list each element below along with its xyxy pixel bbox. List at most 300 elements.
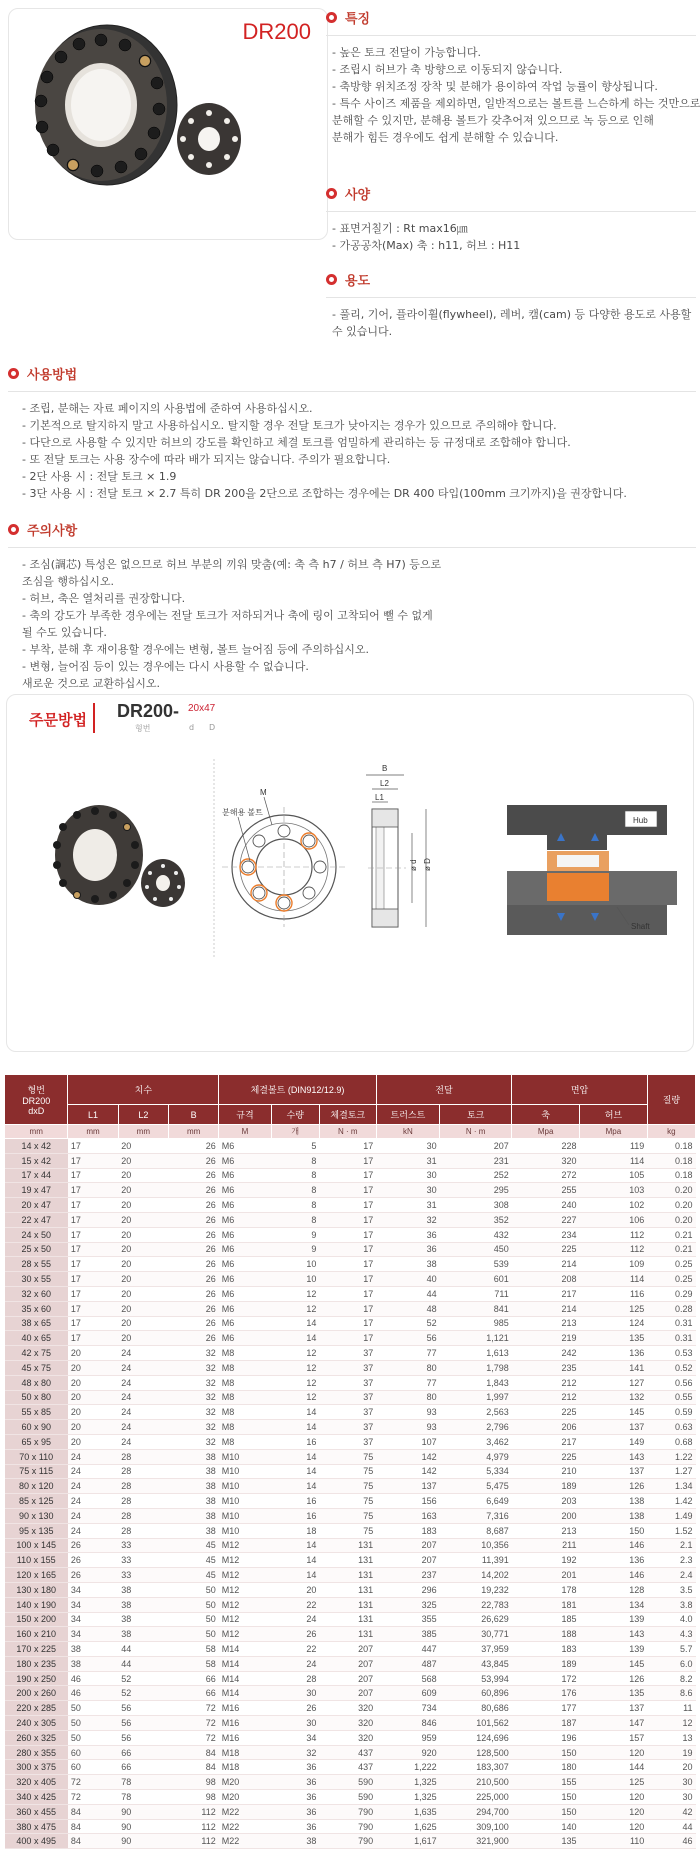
table-cell: 66: [118, 1745, 168, 1760]
table-cell: 32: [168, 1346, 218, 1361]
table-cell: 22: [271, 1597, 319, 1612]
table-row: [5, 1627, 696, 1642]
table-cell: 37: [319, 1360, 376, 1375]
table-cell: 9: [271, 1227, 319, 1242]
table-cell: 17: [319, 1227, 376, 1242]
table-cell: 66: [168, 1686, 218, 1701]
table-cell: 252: [440, 1168, 512, 1183]
table-cell: M18: [219, 1760, 271, 1775]
table-cell: 33: [118, 1538, 168, 1553]
cell-model: 55 x 85: [5, 1405, 68, 1420]
table-cell: 5,334: [440, 1464, 512, 1479]
table-cell: 20: [118, 1242, 168, 1257]
table-cell: 30: [271, 1716, 319, 1731]
table-cell: M22: [219, 1834, 271, 1849]
table-cell: 90: [118, 1819, 168, 1834]
table-cell: 320: [319, 1730, 376, 1745]
table-cell: 14: [271, 1449, 319, 1464]
table-cell: M8: [219, 1346, 271, 1361]
table-cell: M12: [219, 1582, 271, 1597]
table-cell: 75: [319, 1479, 376, 1494]
cell-model: 70 x 110: [5, 1449, 68, 1464]
usage-section: [326, 270, 696, 340]
table-cell: M10: [219, 1523, 271, 1538]
table-cell: M8: [219, 1375, 271, 1390]
table-cell: 601: [440, 1272, 512, 1287]
table-cell: 32: [168, 1390, 218, 1405]
table-cell: 30: [376, 1139, 439, 1154]
table-cell: M16: [219, 1730, 271, 1745]
table-cell: 134: [580, 1597, 648, 1612]
table-cell: 24: [271, 1656, 319, 1671]
table-cell: 0.31: [647, 1316, 695, 1331]
table-cell: 32: [376, 1212, 439, 1227]
table-cell: 320: [319, 1701, 376, 1716]
table-cell: M6: [219, 1139, 271, 1154]
table-cell: 225: [512, 1242, 580, 1257]
table-cell: M6: [219, 1316, 271, 1331]
table-cell: 235: [512, 1360, 580, 1375]
table-cell: M8: [219, 1405, 271, 1420]
table-cell: 34: [68, 1597, 118, 1612]
cell-model: 360 x 455: [5, 1804, 68, 1819]
table-cell: 50: [68, 1730, 118, 1745]
table-cell: 12: [271, 1346, 319, 1361]
table-cell: 26: [168, 1331, 218, 1346]
table-cell: 20: [118, 1168, 168, 1183]
table-cell: 0.29: [647, 1286, 695, 1301]
table-cell: M12: [219, 1627, 271, 1642]
table-cell: 450: [440, 1242, 512, 1257]
table-cell: 17: [68, 1153, 118, 1168]
table-cell: 114: [580, 1153, 648, 1168]
table-cell: 131: [319, 1627, 376, 1642]
cell-model: 19 x 47: [5, 1183, 68, 1198]
table-cell: 77: [376, 1375, 439, 1390]
table-cell: 136: [580, 1553, 648, 1568]
table-cell: 19: [647, 1745, 695, 1760]
table-cell: 183: [512, 1642, 580, 1657]
table-cell: 1,222: [376, 1760, 439, 1775]
table-row: [5, 1642, 696, 1657]
table-cell: M20: [219, 1790, 271, 1805]
table-cell: 14: [271, 1464, 319, 1479]
table-cell: 24: [271, 1612, 319, 1627]
how-to-use-list: - 조립, 분해는 자료 페이지의 사용법에 준하여 사용하십시오. - 기본적으로 탈지하지 말고 사용하십시오. 탈지할 경우 전달 토크가 낮아지는 경우가 있으므로 주의해야 합니다. - 다단으로 사용할 수 있지만 허브의 강도를 확인하고 체결 토크를 엄밀하게 관리하는 등 규정대로 조합해야 합니다. - 또 전달 토크는 사용 장수에 따라 배가 되지는 않습니다. 주의가 필요합니다. - 2단 사용 시 : 전달 토크 × 1.9 - 3단 사용 시 : 전달 토크 × 2.7 특히 DR 200을 2단으로 조합하는 경우에는 DR 400 타입(100mm 크기까지)을 권장합니다.: [22, 402, 627, 500]
table-row: [5, 1272, 696, 1287]
table-cell: 790: [319, 1804, 376, 1819]
table-cell: 38: [168, 1449, 218, 1464]
table-cell: 0.68: [647, 1434, 695, 1449]
table-cell: 112: [168, 1819, 218, 1834]
table-cell: 20: [68, 1346, 118, 1361]
cell-model: 14 x 42: [5, 1139, 68, 1154]
table-cell: M20: [219, 1775, 271, 1790]
table-cell: 32: [168, 1434, 218, 1449]
table-cell: 58: [168, 1656, 218, 1671]
cell-model: 85 x 125: [5, 1494, 68, 1509]
usage-heading: 용도: [326, 270, 696, 289]
table-cell: 127: [580, 1375, 648, 1390]
table-cell: 24: [68, 1479, 118, 1494]
table-cell: 26: [168, 1316, 218, 1331]
table-cell: 20: [118, 1153, 168, 1168]
table-cell: 185: [512, 1612, 580, 1627]
table-cell: 17: [319, 1257, 376, 1272]
table-cell: 1.42: [647, 1494, 695, 1509]
table-cell: 38: [168, 1464, 218, 1479]
table-cell: 12: [271, 1301, 319, 1316]
table-row: [5, 1775, 696, 1790]
table-cell: 105: [580, 1168, 648, 1183]
cautions-heading: 주의사항: [8, 520, 696, 539]
table-row: [5, 1212, 696, 1227]
order-product-image: [47, 795, 217, 935]
table-cell: 32: [271, 1745, 319, 1760]
table-cell: M8: [219, 1360, 271, 1375]
table-cell: 66: [118, 1760, 168, 1775]
table-cell: 26: [168, 1168, 218, 1183]
table-cell: 120: [580, 1745, 648, 1760]
table-cell: 237: [376, 1568, 439, 1583]
table-cell: 1,613: [440, 1346, 512, 1361]
table-row: [5, 1701, 696, 1716]
cell-model: 35 x 60: [5, 1301, 68, 1316]
table-cell: 78: [118, 1775, 168, 1790]
cell-model: 120 x 165: [5, 1568, 68, 1583]
cell-model: 60 x 90: [5, 1420, 68, 1435]
table-cell: 1.27: [647, 1464, 695, 1479]
table-cell: 207: [440, 1139, 512, 1154]
table-cell: 135: [580, 1686, 648, 1701]
cell-model: 15 x 42: [5, 1153, 68, 1168]
table-cell: 78: [118, 1790, 168, 1805]
table-cell: M10: [219, 1508, 271, 1523]
cell-model: 95 x 135: [5, 1523, 68, 1538]
table-cell: 26: [168, 1183, 218, 1198]
cell-model: 25 x 50: [5, 1242, 68, 1257]
table-cell: 24: [68, 1464, 118, 1479]
table-row: [5, 1227, 696, 1242]
dimension-drawing: [212, 757, 472, 967]
table-cell: 34: [68, 1612, 118, 1627]
table-cell: 112: [580, 1242, 648, 1257]
table-header-columns: L1 L2 B 규격 수량 체결토크 트러스트 토크 축 허브: [5, 1105, 696, 1125]
table-cell: M10: [219, 1464, 271, 1479]
label-shaft: Shaft: [631, 922, 650, 931]
table-cell: 11,391: [440, 1553, 512, 1568]
th-transmission: 전달: [376, 1075, 512, 1105]
table-cell: 0.18: [647, 1139, 695, 1154]
cell-model: 100 x 145: [5, 1538, 68, 1553]
table-row: [5, 1183, 696, 1198]
table-cell: 98: [168, 1790, 218, 1805]
cell-model: 110 x 155: [5, 1553, 68, 1568]
table-cell: 36: [376, 1242, 439, 1257]
table-cell: 26: [168, 1257, 218, 1272]
table-cell: 38: [118, 1597, 168, 1612]
table-cell: 17: [319, 1198, 376, 1213]
table-cell: 26: [68, 1538, 118, 1553]
table-cell: 155: [512, 1775, 580, 1790]
table-cell: 28: [118, 1464, 168, 1479]
table-cell: 26: [168, 1242, 218, 1257]
cell-model: 24 x 50: [5, 1227, 68, 1242]
table-cell: 17: [68, 1301, 118, 1316]
table-cell: 187: [512, 1716, 580, 1731]
table-cell: 120: [580, 1804, 648, 1819]
cell-model: 150 x 200: [5, 1612, 68, 1627]
table-cell: 36: [376, 1227, 439, 1242]
table-row: [5, 1346, 696, 1361]
table-cell: 66: [168, 1671, 218, 1686]
table-cell: 8.6: [647, 1686, 695, 1701]
features-heading: 특징: [326, 8, 696, 27]
table-row: [5, 1434, 696, 1449]
table-cell: 10: [271, 1272, 319, 1287]
table-cell: 157: [580, 1730, 648, 1745]
table-cell: 3.8: [647, 1597, 695, 1612]
table-cell: 214: [512, 1257, 580, 1272]
table-cell: 38: [118, 1627, 168, 1642]
table-cell: 37: [319, 1375, 376, 1390]
table-cell: 75: [319, 1523, 376, 1538]
table-cell: 17: [68, 1227, 118, 1242]
cell-model: 260 x 325: [5, 1730, 68, 1745]
table-cell: 24: [68, 1508, 118, 1523]
table-row: [5, 1612, 696, 1627]
table-cell: 6.0: [647, 1656, 695, 1671]
table-cell: 44: [118, 1642, 168, 1657]
table-cell: 0.20: [647, 1198, 695, 1213]
table-cell: 321,900: [440, 1834, 512, 1849]
table-cell: 32: [168, 1420, 218, 1435]
table-cell: 101,562: [440, 1716, 512, 1731]
table-cell: 38: [168, 1508, 218, 1523]
table-cell: 17: [319, 1316, 376, 1331]
table-row: [5, 1686, 696, 1701]
table-cell: 102: [580, 1198, 648, 1213]
table-cell: 56: [118, 1730, 168, 1745]
table-cell: 138: [580, 1494, 648, 1509]
table-cell: 0.25: [647, 1272, 695, 1287]
table-cell: 20: [118, 1272, 168, 1287]
cell-model: 28 x 55: [5, 1257, 68, 1272]
table-cell: 447: [376, 1642, 439, 1657]
table-cell: 212: [512, 1375, 580, 1390]
table-cell: 242: [512, 1346, 580, 1361]
table-cell: 84: [168, 1745, 218, 1760]
table-cell: 189: [512, 1656, 580, 1671]
cell-model: 30 x 55: [5, 1272, 68, 1287]
table-cell: 217: [512, 1286, 580, 1301]
table-cell: 225: [512, 1449, 580, 1464]
table-cell: 385: [376, 1627, 439, 1642]
table-row: [5, 1597, 696, 1612]
cell-model: 50 x 80: [5, 1390, 68, 1405]
table-row: [5, 1198, 696, 1213]
table-cell: 308: [440, 1198, 512, 1213]
table-row: [5, 1242, 696, 1257]
table-cell: 228: [512, 1139, 580, 1154]
table-cell: 207: [376, 1553, 439, 1568]
table-cell: 180: [512, 1760, 580, 1775]
label-b: B: [382, 764, 388, 773]
table-cell: 26: [168, 1153, 218, 1168]
table-cell: 30: [647, 1775, 695, 1790]
table-cell: 20: [271, 1582, 319, 1597]
th-bolt: 체결볼트 (DIN912/12.9): [219, 1075, 376, 1105]
table-cell: 28: [118, 1508, 168, 1523]
table-cell: 203: [512, 1494, 580, 1509]
table-cell: 234: [512, 1227, 580, 1242]
table-cell: M14: [219, 1686, 271, 1701]
table-row: [5, 1494, 696, 1509]
table-cell: 50: [68, 1716, 118, 1731]
cell-model: 38 x 65: [5, 1316, 68, 1331]
table-cell: 609: [376, 1686, 439, 1701]
cell-model: 400 x 495: [5, 1834, 68, 1849]
table-cell: 183: [376, 1523, 439, 1538]
table-cell: 30: [376, 1168, 439, 1183]
table-cell: 20: [118, 1212, 168, 1227]
table-cell: 2.1: [647, 1538, 695, 1553]
table-row: [5, 1449, 696, 1464]
table-cell: 30: [271, 1686, 319, 1701]
table-cell: 132: [580, 1390, 648, 1405]
table-cell: 72: [68, 1775, 118, 1790]
table-cell: 56: [118, 1716, 168, 1731]
table-cell: 213: [512, 1523, 580, 1538]
th-weight: 질량: [647, 1075, 695, 1125]
table-cell: 131: [319, 1612, 376, 1627]
table-cell: 3.5: [647, 1582, 695, 1597]
table-cell: 32: [168, 1375, 218, 1390]
bullet-icon: [326, 12, 337, 23]
table-cell: 1.52: [647, 1523, 695, 1538]
table-cell: 16: [271, 1508, 319, 1523]
table-cell: M12: [219, 1612, 271, 1627]
table-cell: 145: [580, 1656, 648, 1671]
label-m: M: [260, 788, 267, 797]
table-cell: 2.3: [647, 1553, 695, 1568]
table-cell: 207: [319, 1656, 376, 1671]
table-cell: 16: [271, 1494, 319, 1509]
table-cell: 24: [68, 1494, 118, 1509]
table-row: [5, 1301, 696, 1316]
table-cell: M22: [219, 1819, 271, 1834]
table-cell: 20: [647, 1760, 695, 1775]
table-cell: M6: [219, 1183, 271, 1198]
table-cell: 150: [512, 1790, 580, 1805]
table-cell: 26: [168, 1286, 218, 1301]
table-row: [5, 1316, 696, 1331]
table-cell: 432: [440, 1227, 512, 1242]
table-cell: 26: [168, 1227, 218, 1242]
table-cell: 0.28: [647, 1301, 695, 1316]
table-cell: 17: [319, 1301, 376, 1316]
table-cell: 119: [580, 1139, 648, 1154]
table-cell: 590: [319, 1775, 376, 1790]
table-cell: 210: [512, 1464, 580, 1479]
table-cell: 0.55: [647, 1390, 695, 1405]
table-cell: 196: [512, 1730, 580, 1745]
table-cell: 52: [376, 1316, 439, 1331]
table-cell: 72: [168, 1716, 218, 1731]
table-cell: 26: [168, 1272, 218, 1287]
table-cell: 131: [319, 1538, 376, 1553]
table-cell: 200: [512, 1508, 580, 1523]
th-pressure: 면압: [512, 1075, 648, 1105]
table-cell: 137: [580, 1701, 648, 1716]
table-cell: 0.53: [647, 1346, 695, 1361]
table-cell: 17: [68, 1257, 118, 1272]
table-cell: 90: [118, 1804, 168, 1819]
table-cell: 72: [168, 1701, 218, 1716]
cell-model: 42 x 75: [5, 1346, 68, 1361]
table-cell: 24: [118, 1390, 168, 1405]
table-cell: 37: [319, 1405, 376, 1420]
table-cell: 17: [68, 1286, 118, 1301]
table-cell: 207: [319, 1686, 376, 1701]
table-cell: 20: [68, 1360, 118, 1375]
table-cell: 14: [271, 1331, 319, 1346]
table-cell: 124: [580, 1316, 648, 1331]
table-cell: 17: [68, 1331, 118, 1346]
table-cell: 177: [512, 1701, 580, 1716]
table-cell: 150: [512, 1804, 580, 1819]
table-cell: M14: [219, 1671, 271, 1686]
table-cell: M12: [219, 1568, 271, 1583]
table-cell: 920: [376, 1745, 439, 1760]
hub-shaft-drawing: [487, 775, 687, 945]
table-cell: 296: [376, 1582, 439, 1597]
table-cell: 28: [118, 1479, 168, 1494]
table-cell: 135: [512, 1834, 580, 1849]
table-cell: 1,997: [440, 1390, 512, 1405]
table-cell: 24: [68, 1449, 118, 1464]
table-cell: 590: [319, 1790, 376, 1805]
table-cell: 17: [319, 1139, 376, 1154]
table-cell: 17: [68, 1272, 118, 1287]
label-l1: L1: [375, 793, 384, 802]
table-cell: 84: [68, 1834, 118, 1849]
table-cell: 60: [68, 1745, 118, 1760]
order-method-label: 주문방법: [29, 711, 87, 729]
table-cell: 176: [512, 1686, 580, 1701]
table-cell: 38: [271, 1834, 319, 1849]
table-cell: 320: [512, 1153, 580, 1168]
table-row: [5, 1804, 696, 1819]
table-cell: 19,232: [440, 1582, 512, 1597]
table-row: [5, 1656, 696, 1671]
table-row: [5, 1331, 696, 1346]
table-cell: 80: [376, 1360, 439, 1375]
table-cell: 487: [376, 1656, 439, 1671]
table-cell: 14: [271, 1538, 319, 1553]
table-cell: 32: [168, 1405, 218, 1420]
features-list: - 높은 토크 전달이 가능합니다. - 조립시 허브가 축 방향으로 이동되지 않습니다. - 축방향 위치조정 장착 및 분해가 용이하여 작업 능률이 향상됩니다. - 특수 사이즈 제품을 제외하면, 일반적으로는 볼트를 느슨하게 하는 것만으로 분해할 수 있지만, 분해용 볼트가 갖추어져 있으므로 녹 등으로 인해 분해가 힘든 경우에도 쉽게 분해할 수 있습니다.: [332, 46, 700, 144]
table-cell: 8: [271, 1198, 319, 1213]
table-cell: 36: [271, 1775, 319, 1790]
table-cell: 38: [68, 1642, 118, 1657]
table-cell: 30,771: [440, 1627, 512, 1642]
table-cell: 137: [580, 1420, 648, 1435]
table-cell: 26: [168, 1139, 218, 1154]
table-cell: 14: [271, 1316, 319, 1331]
cell-model: 17 x 44: [5, 1168, 68, 1183]
table-cell: 150: [512, 1745, 580, 1760]
